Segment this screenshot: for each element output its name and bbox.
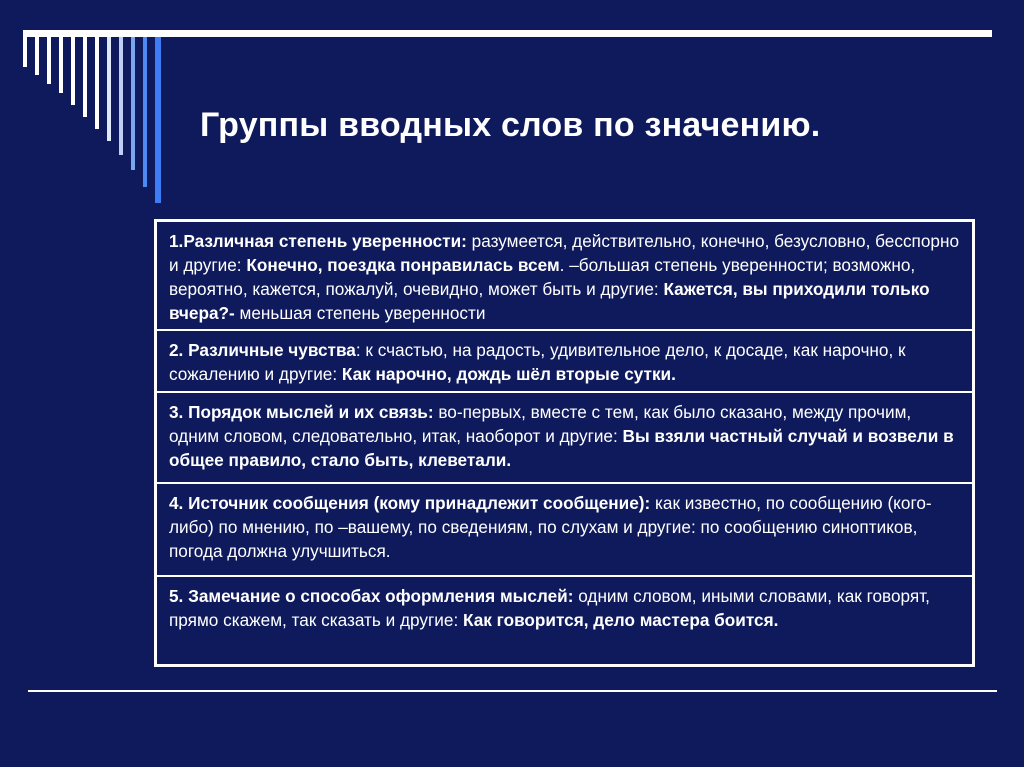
row-text: разумеется, действительно, конечно, безусловно, бесспорно и другие: (169, 231, 960, 275)
row-heading: 3. Порядок мыслей и их связь: (169, 402, 434, 422)
deco-bar (23, 37, 27, 67)
table-row (157, 222, 972, 329)
row-example: Кажется, вы приходили только вчера?- (169, 279, 930, 323)
row-text: меньшая степень уверенности (234, 303, 486, 323)
row-heading: 5. Замечание о способах оформления мыслей: (169, 586, 574, 606)
row-text: . –большая степень уверенности; возможно, вероятно, кажется, пожалуй, очевидно, может быть и другие: (169, 255, 916, 299)
deco-bar (47, 37, 51, 84)
row-example: Конечно, поездка понравилась всем (246, 255, 560, 275)
deco-bar (107, 37, 111, 141)
deco-bar (35, 37, 39, 75)
row-example: Как говорится, дело мастера боится. (463, 610, 779, 630)
table-row (157, 393, 972, 482)
row-text: как известно, по сообщению (кого-либо) по мнению, по –вашему, по сведениям, по слухам и другие: по сообщению синоптиков, погода должна улучшиться. (169, 493, 932, 561)
row-example: Вы взяли частный случай и возвели в общее правило, стало быть, клеветали. (169, 426, 954, 470)
table-row (157, 484, 972, 575)
deco-bar (143, 37, 147, 187)
row-heading: 1.Различная степень уверенности: (169, 231, 467, 251)
table-row (157, 577, 972, 664)
row-heading: 4. Источник сообщения (кому принадлежит сообщение): (169, 493, 651, 513)
slide-title: Группы вводных слов по значению. (200, 106, 821, 144)
row-text: одним словом, иными словами, как говорят, прямо скажем, так сказать и другие: (169, 586, 930, 630)
row-text: во-первых, вместе с тем, как было сказано, между прочим, одним словом, следовательно, итак, наоборот и другие: (169, 402, 912, 446)
deco-bar (155, 37, 161, 203)
deco-bar (71, 37, 75, 105)
row-heading: 2. Различные чувства (169, 340, 356, 360)
deco-bar (59, 37, 63, 93)
content-table (154, 219, 975, 667)
deco-bar (119, 37, 123, 155)
row-text: : к счастью, на радость, удивительное дело, к досаде, как нарочно, к сожалению и другие: (169, 340, 906, 384)
bottom-rule (28, 690, 997, 692)
deco-bar (83, 37, 87, 117)
deco-bar (95, 37, 99, 129)
decorative-bars (0, 0, 170, 210)
table-row (157, 331, 972, 391)
row-example: Как нарочно, дождь шёл вторые сутки. (341, 364, 676, 384)
deco-bar (131, 37, 135, 170)
